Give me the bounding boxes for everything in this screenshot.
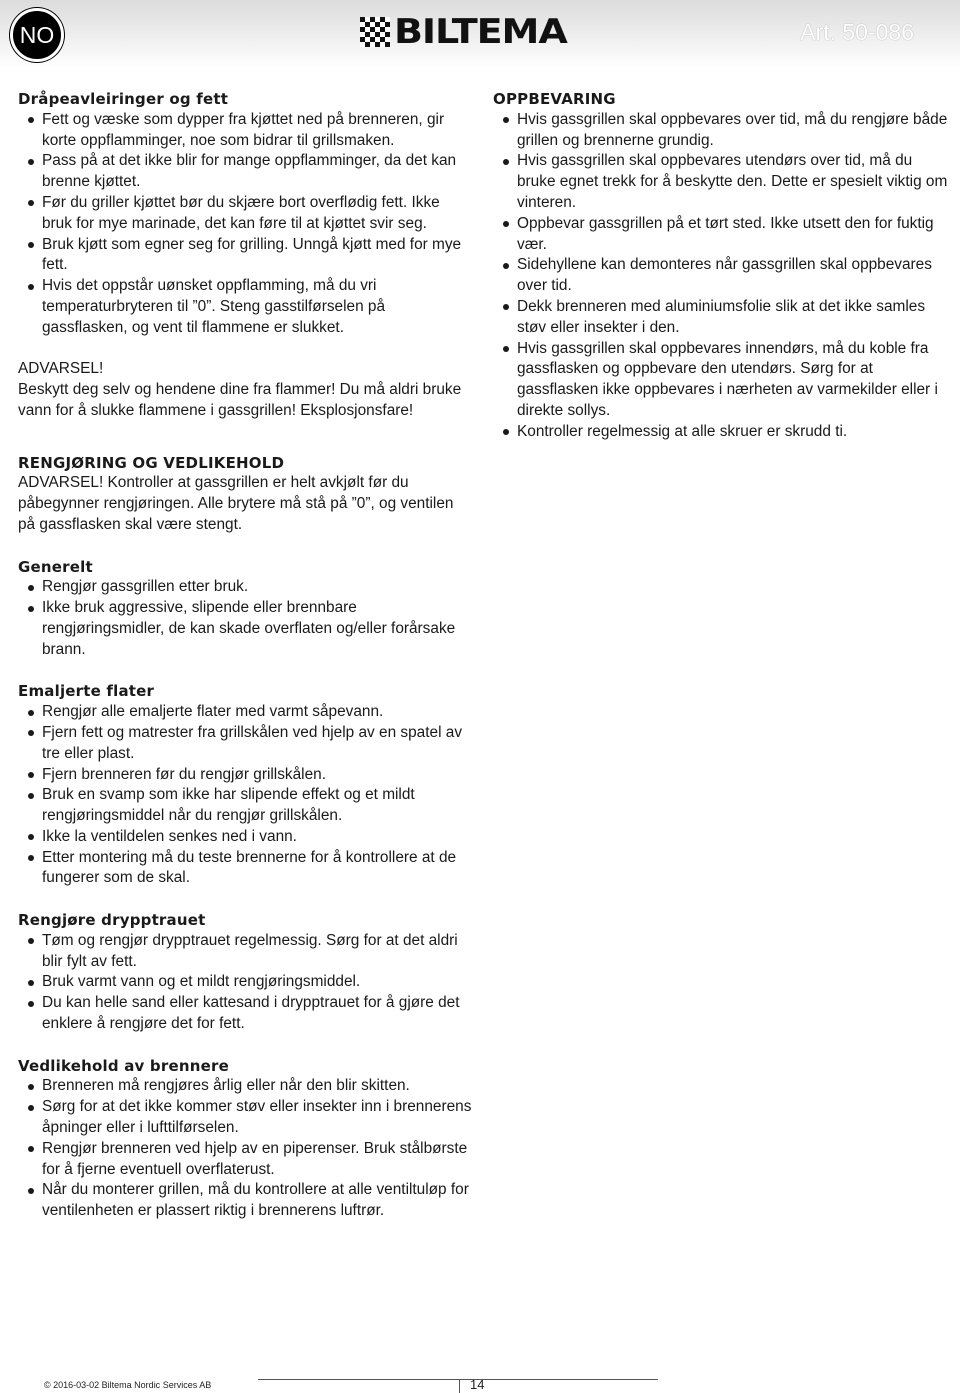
section-drip-tray (18, 910, 473, 1035)
list-item: Fjern fett og matrester fra grillskålen ved hjelp av en spatel av tre eller plast. (18, 723, 473, 765)
list-item: Rengjør gassgrillen etter bruk. (18, 577, 473, 598)
language-badge: NO (10, 8, 64, 62)
list-item: Hvis gassgrillen skal oppbevares utendørs over tid, må du bruke egnet trekk for å beskytte den. Dette er spesielt viktig om vinteren. (493, 151, 948, 213)
list-item: Ikke bruk aggressive, slipende eller brennbare rengjøringsmidler, de kan skade overflaten og/eller forårsake brann. (18, 598, 473, 660)
list-item: Hvis gassgrillen skal oppbevares innendørs, må du koble fra gassflasken og oppbevare den utendørs. Sørg for at gassflasken ikke oppbevares i nærheten av varmekilder eller i direkte sollys. (493, 339, 948, 422)
bullet-list (18, 110, 473, 339)
list-item: Tøm og rengjør drypptrauet regelmessig. Sørg for at det aldri blir fylt av fett. (18, 931, 473, 973)
section-title: Rengjøre drypptrauet (18, 911, 206, 930)
article-number: Art. 50-086 (800, 19, 914, 45)
list-item: Bruk en svamp som ikke har slipende effekt og et mildt rengjøringsmiddel når du rengjør grillskålen. (18, 785, 473, 827)
list-item: Bruk varmt vann og et mildt rengjøringsmiddel. (18, 972, 473, 993)
brand-name: BILTEMA (394, 12, 567, 52)
section-title: RENGJØRING OG VEDLIKEHOLD (18, 453, 285, 472)
list-item: Brenneren må rengjøres årlig eller når den blir skitten. (18, 1076, 473, 1097)
section-enamel (18, 681, 473, 889)
section-general (18, 557, 473, 661)
warning-text: Beskytt deg selv og hendene dine fra flammer! Du må aldri bruke vann for å slukke flammene i gassgrillen! Eksplosjonsfare! (18, 381, 462, 419)
list-item: Fjern brenneren før du rengjør grillskålen. (18, 765, 473, 786)
bullet-list (18, 1076, 473, 1222)
copyright-text: © 2016-03-02 Biltema Nordic Services AB (44, 1380, 212, 1390)
list-item: Ikke la ventildelen senkes ned i vann. (18, 827, 473, 848)
list-item: Hvis det oppstår uønsket oppflamming, må du vri temperaturbryteren til ”0”. Steng gasstilførselen på gassflasken, og vent til flammene er slukket. (18, 276, 473, 338)
list-item: Bruk kjøtt som egner seg for grilling. Unngå kjøtt med for mye fett. (18, 235, 473, 277)
section-burners (18, 1056, 473, 1222)
bullet-list (493, 110, 948, 443)
list-item: Rengjør brenneren ved hjelp av en piperenser. Bruk stålbørste for å fjerne eventuell overflaterust. (18, 1139, 473, 1181)
section-title: Emaljerte flater (18, 682, 155, 701)
biltema-logo (360, 12, 567, 52)
section-title: Dråpeavleiringer og fett (18, 90, 229, 108)
list-item: Du kan helle sand eller kattesand i drypptrauet for å gjøre det enklere å rengjøre det for fett. (18, 993, 473, 1035)
list-item: Pass på at det ikke blir for mange oppflamminger, da det kan brenne kjøttet. (18, 151, 473, 193)
list-item: Oppbevar gassgrillen på et tørt sted. Ikke utsett den for fuktig vær. (493, 214, 948, 256)
list-item: Kontroller regelmessig at alle skruer er skrudd ti. (493, 422, 948, 443)
list-item: Dekk brenneren med aluminiumsfolie slik at det ikke samles støv eller insekter i den. (493, 297, 948, 339)
right-column (493, 89, 948, 463)
checkered-flag-icon (360, 17, 390, 47)
section-drip (18, 89, 473, 422)
section-title: Generelt (18, 557, 93, 576)
list-item: Etter montering må du teste brennerne for å kontrollere at de fungerer som de skal. (18, 848, 473, 890)
bullet-list (18, 702, 473, 889)
footer-divider (258, 1379, 658, 1380)
section-title: Vedlikehold av brennere (18, 1056, 229, 1075)
list-item: Fett og væske som dypper fra kjøttet ned på brenneren, gir korte oppflamminger, noe som bidrar til grillsmaken. (18, 110, 473, 152)
header-band (0, 0, 960, 68)
page-number: 14 (470, 1377, 485, 1392)
list-item: Før du griller kjøttet bør du skjære bort overflødig fett. Ikke bruk for mye marinade, det kan føre til at kjøttet svir seg. (18, 193, 473, 235)
bullet-list (18, 931, 473, 1035)
list-item: Sørg for at det ikke kommer støv eller insekter inn i brennerens åpninger eller i lufttilførselen. (18, 1097, 473, 1139)
cleaning-warning-text: ADVARSEL! Kontroller at gassgrillen er helt avkjølt før du påbegynner rengjøringen. Alle brytere må stå på ”0”, og ventilen på gassflasken skal være stengt. (18, 474, 454, 533)
list-item: Når du monterer grillen, må du kontrollere at alle ventiltuløp for ventilenheten er plassert riktig i brennerens luftrør. (18, 1180, 473, 1222)
section-cleaning (18, 453, 473, 536)
list-item: Rengjør alle emaljerte flater med varmt såpevann. (18, 702, 473, 723)
list-item: Hvis gassgrillen skal oppbevares over tid, må du rengjøre både grillen og brennerne grundig. (493, 110, 948, 152)
section-storage (493, 89, 948, 443)
warning-title: ADVARSEL! (18, 360, 104, 378)
section-title: OPPBEVARING (493, 90, 616, 108)
footer-page-divider (459, 1379, 460, 1393)
list-item: Sidehyllene kan demonteres når gassgrillen skal oppbevares over tid. (493, 255, 948, 297)
bullet-list (18, 577, 473, 660)
left-column (18, 89, 473, 1243)
